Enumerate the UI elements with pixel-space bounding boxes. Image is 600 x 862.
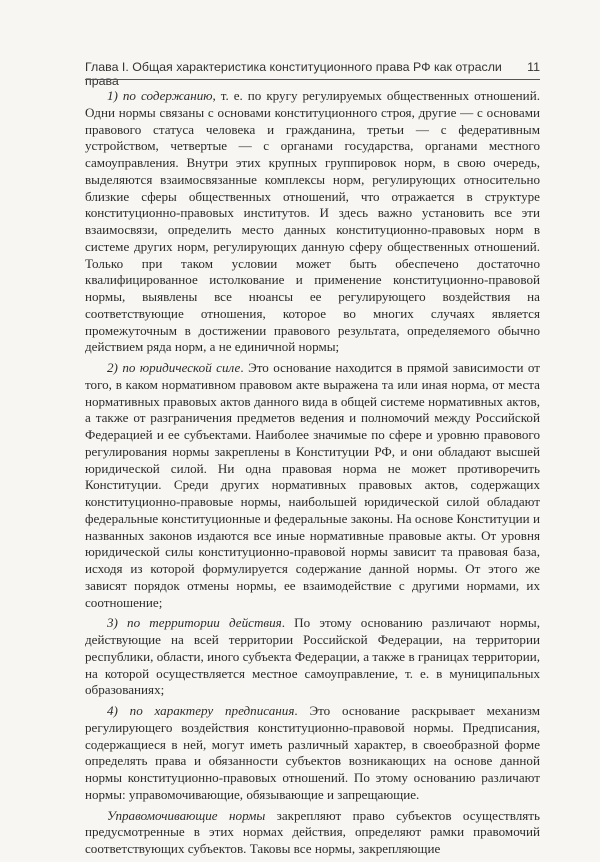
paragraph-lead: 1) по содержанию [107, 88, 213, 103]
paragraph-lead: 3) по территории действия [107, 615, 282, 631]
paragraph-text: . По этому основанию различают нормы, действующие на всей территории Российской Федерации, на территории республики, области, иного субъекта Федерации, а также в границах территории, на которой осуществляется местное самоуправление, т. е. в муниципальных образованиях; [85, 615, 541, 698]
page-body [85, 88, 540, 862]
header-divider [85, 79, 540, 80]
paragraph-content-criterion [85, 88, 540, 356]
paragraph-text: закрепляют право субъектов осуществлять предусмотренные в этих нормах действия, определяют рамки правомочий соответствующих субъектов. Таковы все нормы, закрепляющие [85, 807, 541, 856]
paragraph-lead: Управомочивающие нормы [107, 807, 266, 823]
paragraph-text: . Это основание находится в прямой зависимости от того, в каком нормативном правовом акте выражена та или иная норма, от места нормативных правовых актов данного вида в общей системе нормативных актов, а также от разграничения предметов ведения и полномочий между Российской Федерацией и ее субъектами. Наиболее значимые по сфере и уровню правового регулирования нормы закреплены в Конституции РФ, и они обладают высшей юридической силой. Ни одна правовая норма не может противоречить Конституции. Среди других нормативных правовых актов, содержащих конституционно-правовые нормы, наибольшей юридической силой обладают федеральные конституционные и федеральные законы. На основе Конституции и названных законов издаются все иные нормативные правовые акты. От уровня юридической силы конституционно-правовой нормы зависит та правовая база, исходя из которой формулируется содержание данной нормы. От этого же зависят порядок отмены нормы, ее взаимодействие с другими нормами, их соотношение; [85, 360, 540, 610]
paragraph-empowering-norms [85, 808, 540, 858]
paragraph-prescription-criterion [85, 703, 540, 804]
paragraph-territory-criterion [85, 615, 540, 699]
paragraph-lead: 4) по характеру предписания [107, 703, 295, 718]
running-header [85, 60, 540, 88]
page-number: 11 [527, 60, 540, 74]
paragraph-text: . Это основание раскрывает механизм регулирующего воздействия конституционно-правовой нормы. Предписания, содержащиеся в ней, могут иметь различный характер, в своеобразной форме определять права и обязанности субъектов возникающих на основе данной нормы конституционно-правовых отношений. По этому основанию различают нормы: управомочивающие, обязывающие и запрещающие. [85, 703, 540, 802]
paragraph-lead: 2) по юридической силе [107, 360, 241, 375]
paragraph-legal-force-criterion [85, 360, 540, 611]
chapter-title: Глава I. Общая характеристика конституционного права РФ как отрасли права [85, 60, 502, 88]
paragraph-text: , т. е. по кругу регулируемых общественных отношений. Одни нормы связаны с основами конституционного строя, другие — с основами правового статуса человека и гражданина, третьи — с федеративным устройством, четвертые — с органами государства, органами местного самоуправления. Внутри этих крупных группировок норм, в свою очередь, выделяются взаимосвязанные комплексы норм, регулирующих относительно близкие сферы общественных отношений, что отражается в структуре конституционно-правовых институтов. И здесь важно установить все эти взаимосвязи, определить место данных конституционно-правовых норм в системе других норм, регулирующих данную сферу общественных отношений. Только при таком условии может быть обеспечено достаточно квалифицированное истолкование и применение конституционно-правовой нормы, выявлены все нюансы ее регулирующего воздействия на соответствующие отношения, которое во многих случаях является промежуточным в достижении правового результата, определяемого обычно действием ряда норм, а не единичной нормы; [85, 88, 540, 355]
